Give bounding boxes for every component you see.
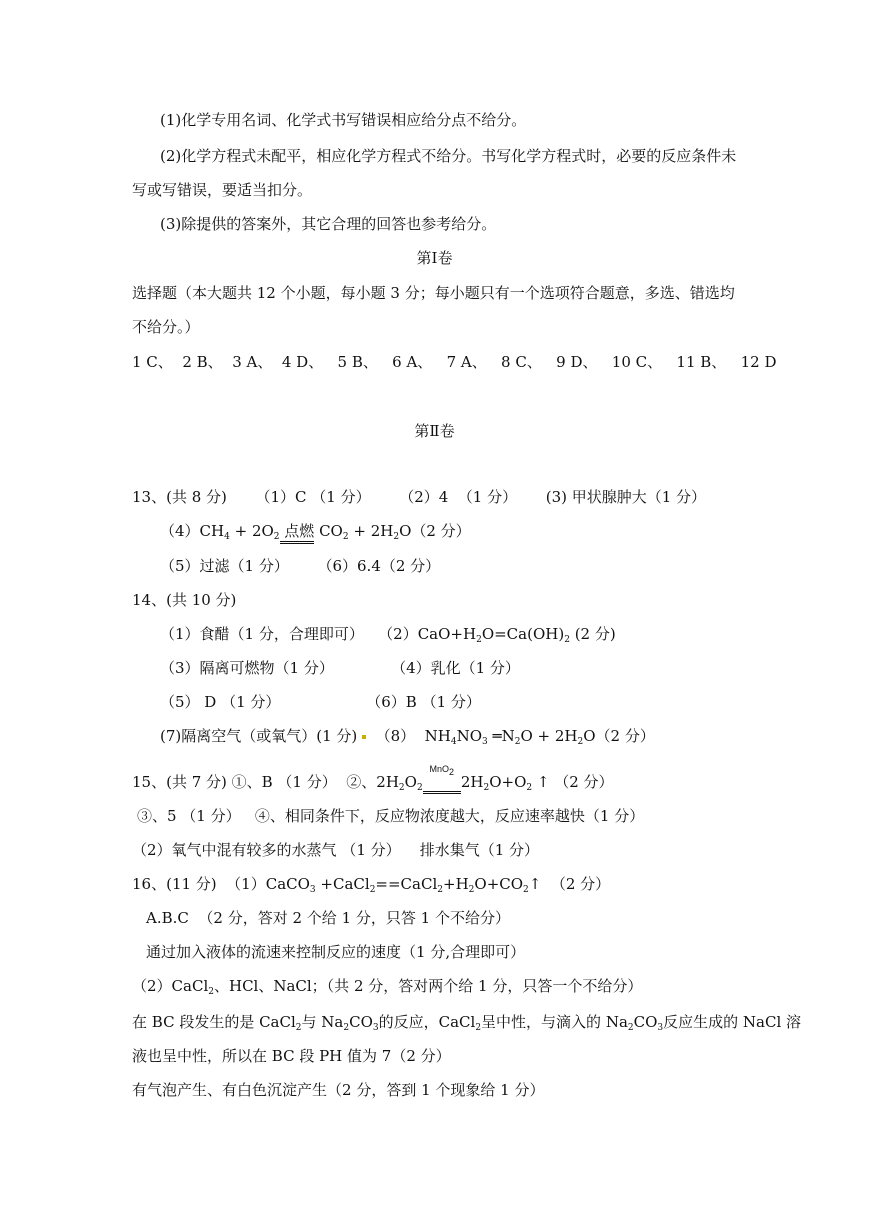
q14-answer-1-2: （1）食醋（1 分，合理即可） $(2)CaO+H_2O=Ca(OH)_2$ (2 分) (160, 625, 616, 645)
note-2-line-2: 写或写错误，要适当扣分。 (132, 181, 313, 199)
q14-header: 14、(共 10 分) (132, 591, 237, 609)
q15-line-3: （2）氧气中混有较多的水蒸气 （1 分） 排水集气（1 分） (132, 841, 540, 859)
q15-line-2: ③、5 （1 分） ④、相同条件下，反应物浓度越大，反应速率越快（1 分） (137, 807, 645, 825)
part1-answers: 1 C、 2 B、 3 A、 4 D、 5 B、 6 A、 7 A、 8 C、 9 D、 10 C、 11 B、 12 D (132, 353, 777, 371)
part1-instruction-2: 不给分。） (132, 318, 200, 336)
note-2-line-1: (2)化学方程式未配平，相应化学方程式不给分。书写化学方程式时，必要的反应条件未 (160, 147, 737, 165)
q15-header: 15、(共 7 分) ①、B （1 分） ②、$2H_2O_2$ MnO$_2$ $2H_2O+O_2$ ↑ （2 分） (132, 764, 614, 793)
q16-line-4: （2）CaCl$_2$、HCl、NaCl；（共 2 分，答对两个给 1 分，只答一个不给分） (132, 977, 643, 997)
q14-answer-5-6: （5） D （1 分） （6）B （1 分） (160, 693, 481, 711)
q16-line-7: 有气泡产生、有白色沉淀产生（2 分，答到 1 个现象给 1 分） (132, 1081, 545, 1099)
part1-instruction-1: 选择题（本大题共 12 个小题，每小题 3 分；每小题只有一个选项符合题意，多选、错选均 (132, 284, 735, 302)
part2-title: 第Ⅱ卷 (414, 422, 455, 440)
q16-line-2: A.B.C （2 分，答对 2 个给 1 分，只答 1 个不给分） (146, 909, 510, 927)
q14-answer-7-8: (7)隔离空气（或氧气）(1 分) （8） $NH_4NO_3$ $═N_2O + 2H_2O(2$ 分） (160, 727, 655, 747)
q14-answer-3-4: （3）隔离可燃物（1 分） （4）乳化（1 分） (160, 659, 520, 677)
q16-header: 16、(11 分) （1）CaCO$_3$ $+CaCl_2==CaCl_2+H_2O+CO_2↑$ （2 分） (132, 875, 611, 895)
q16-line-5: 在 BC 段发生的是 CaCl$_2$与 $Na_2CO_3$的反应，CaCl$_2$呈中性，与滴入的 $Na_2CO_3$反应生成的 NaCl 溶 (132, 1013, 802, 1033)
q13-header: 13、(共 8 分) （1）C （1 分） （2）4 （1 分） (3) 甲状腺肿大（1 分） (132, 488, 707, 506)
q16-line-3: 通过加入液体的流速来控制反应的速度（1 分,合理即可） (146, 943, 526, 961)
q13-answer-4: $(4)CH_4 + 2O_2$ 点燃 $CO_2 + 2H_2O(2$ 分） (160, 522, 471, 542)
q13-answer-5-6: （5）过滤（1 分） （6）6.4（2 分） (160, 557, 441, 575)
q16-line-6: 液也呈中性，所以在 BC 段 PH 值为 7（2 分） (132, 1047, 451, 1065)
mno2-condition: MnO$_2$ (423, 772, 461, 792)
ignite-condition: 点燃 (280, 522, 315, 544)
note-1: (1)化学专用名词、化学式书写错误相应给分点不给分。 (160, 111, 527, 129)
note-3: (3)除提供的答案外，其它合理的回答也参考给分。 (160, 215, 497, 233)
part1-title: 第Ⅰ卷 (416, 249, 453, 267)
